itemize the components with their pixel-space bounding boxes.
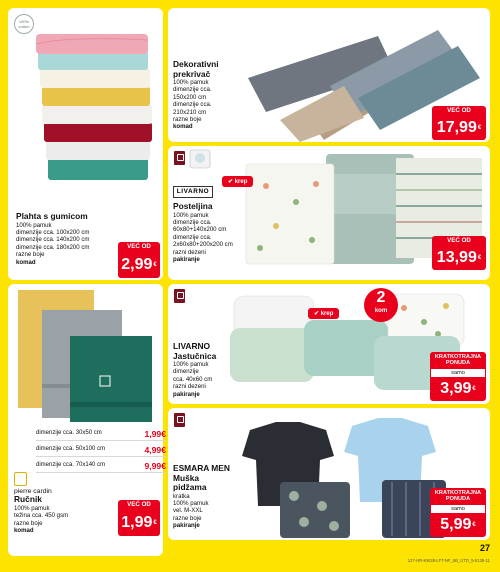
product-desc: 100% pamuk dimenzije cca. 150x200 cm dimenzije cca. 210x210 cm razne boje komad [173, 79, 212, 131]
price-from-badge: VEĆ OD [118, 500, 160, 510]
cotton-quality-icon [174, 151, 185, 165]
samo-label: samo [430, 369, 486, 377]
price-row-1: dimenzije cca. 30x50 cm 1,99€ [36, 429, 166, 439]
cotton-quality-icon [174, 289, 185, 303]
product-desc: 100% pamuk težina cca. 450 gsm razne boje komad [14, 504, 69, 535]
product-title: ESMARA MEN Muška pidžama [173, 463, 230, 492]
price-tag: 5,99€ [430, 513, 486, 537]
card-bedspread[interactable] [168, 8, 490, 142]
cotton-logo: 100% cotton [14, 14, 34, 34]
price-from-badge: VEĆ OD [432, 106, 486, 116]
krep-badge: ✔ krep [222, 176, 253, 187]
price-tag: 1,99€ [118, 510, 160, 536]
card-pillowcase[interactable] [168, 284, 490, 404]
page-number: 27 [479, 543, 490, 553]
price-tag: 13,99€ [432, 246, 486, 270]
price-tag: 3,99€ [430, 377, 486, 401]
short-term-offer-badge: KRATKOTRAJNA PONUDA [430, 352, 486, 369]
price-tag: 17,99€ [432, 116, 486, 140]
towels-image [8, 284, 163, 424]
short-term-offer-badge: KRATKOTRAJNA PONUDA [430, 488, 486, 505]
product-title: Plahta s gumicom [16, 211, 88, 221]
brand-name: pierre cardin [14, 488, 52, 495]
price-from-badge: VEĆ OD [432, 236, 486, 246]
product-desc: 100% pamuk dimenzije cca. 100x200 cm dimenzije cca. 140x200 cm dimenzije cca. 180x200 cm razne boje komad [16, 221, 90, 266]
footer-code: 127-HR-KW38-LFT-NF_5B_UTD_5-5135-11 [407, 558, 490, 563]
oeko-tex-label-icon [190, 150, 210, 168]
product-title: LIVARNO Jastučnica [173, 341, 217, 361]
brand-logo: LIVARNO [173, 186, 213, 198]
product-title: Posteljina [173, 201, 213, 211]
quantity-badge: 2 kom [364, 288, 398, 322]
product-title: Dekorativni prekrivač [173, 59, 219, 79]
price-row-2: dimenzije cca. 50x100 cm 4,99€ [36, 445, 166, 455]
product-title: Ručnik [14, 494, 42, 505]
pillowcases-image [224, 288, 464, 398]
samo-label: samo [430, 505, 486, 513]
price-tag: 2,99€ [118, 252, 160, 278]
product-desc: 100% pamuk dimenzije cca. 40x60 cm razni dezeni pakiranje [173, 361, 213, 398]
product-desc: 100% pamuk dimenzije cca. 60x80+140x200 cm dimenzije cca. 2x60x80+200x200 cm razni dezeni pakiranje [173, 211, 233, 263]
price-row-3: dimenzije cca. 70x140 cm 9,99€ [36, 461, 166, 471]
pajamas-image [230, 410, 450, 540]
card-fitted-sheet[interactable] [8, 8, 163, 280]
pierre-cardin-logo-icon [14, 472, 27, 486]
product-desc: kratka 100% pamuk vel. M-XXL razne boje pakiranje [173, 492, 209, 530]
krep-badge: ✔ krep [308, 308, 339, 319]
cotton-quality-icon [174, 413, 185, 427]
fitted-sheets-image [8, 34, 163, 204]
card-pajamas[interactable] [168, 408, 490, 540]
price-from-badge: VEĆ OD [118, 242, 160, 252]
card-towel[interactable] [8, 284, 166, 556]
card-bedding[interactable] [168, 146, 490, 280]
